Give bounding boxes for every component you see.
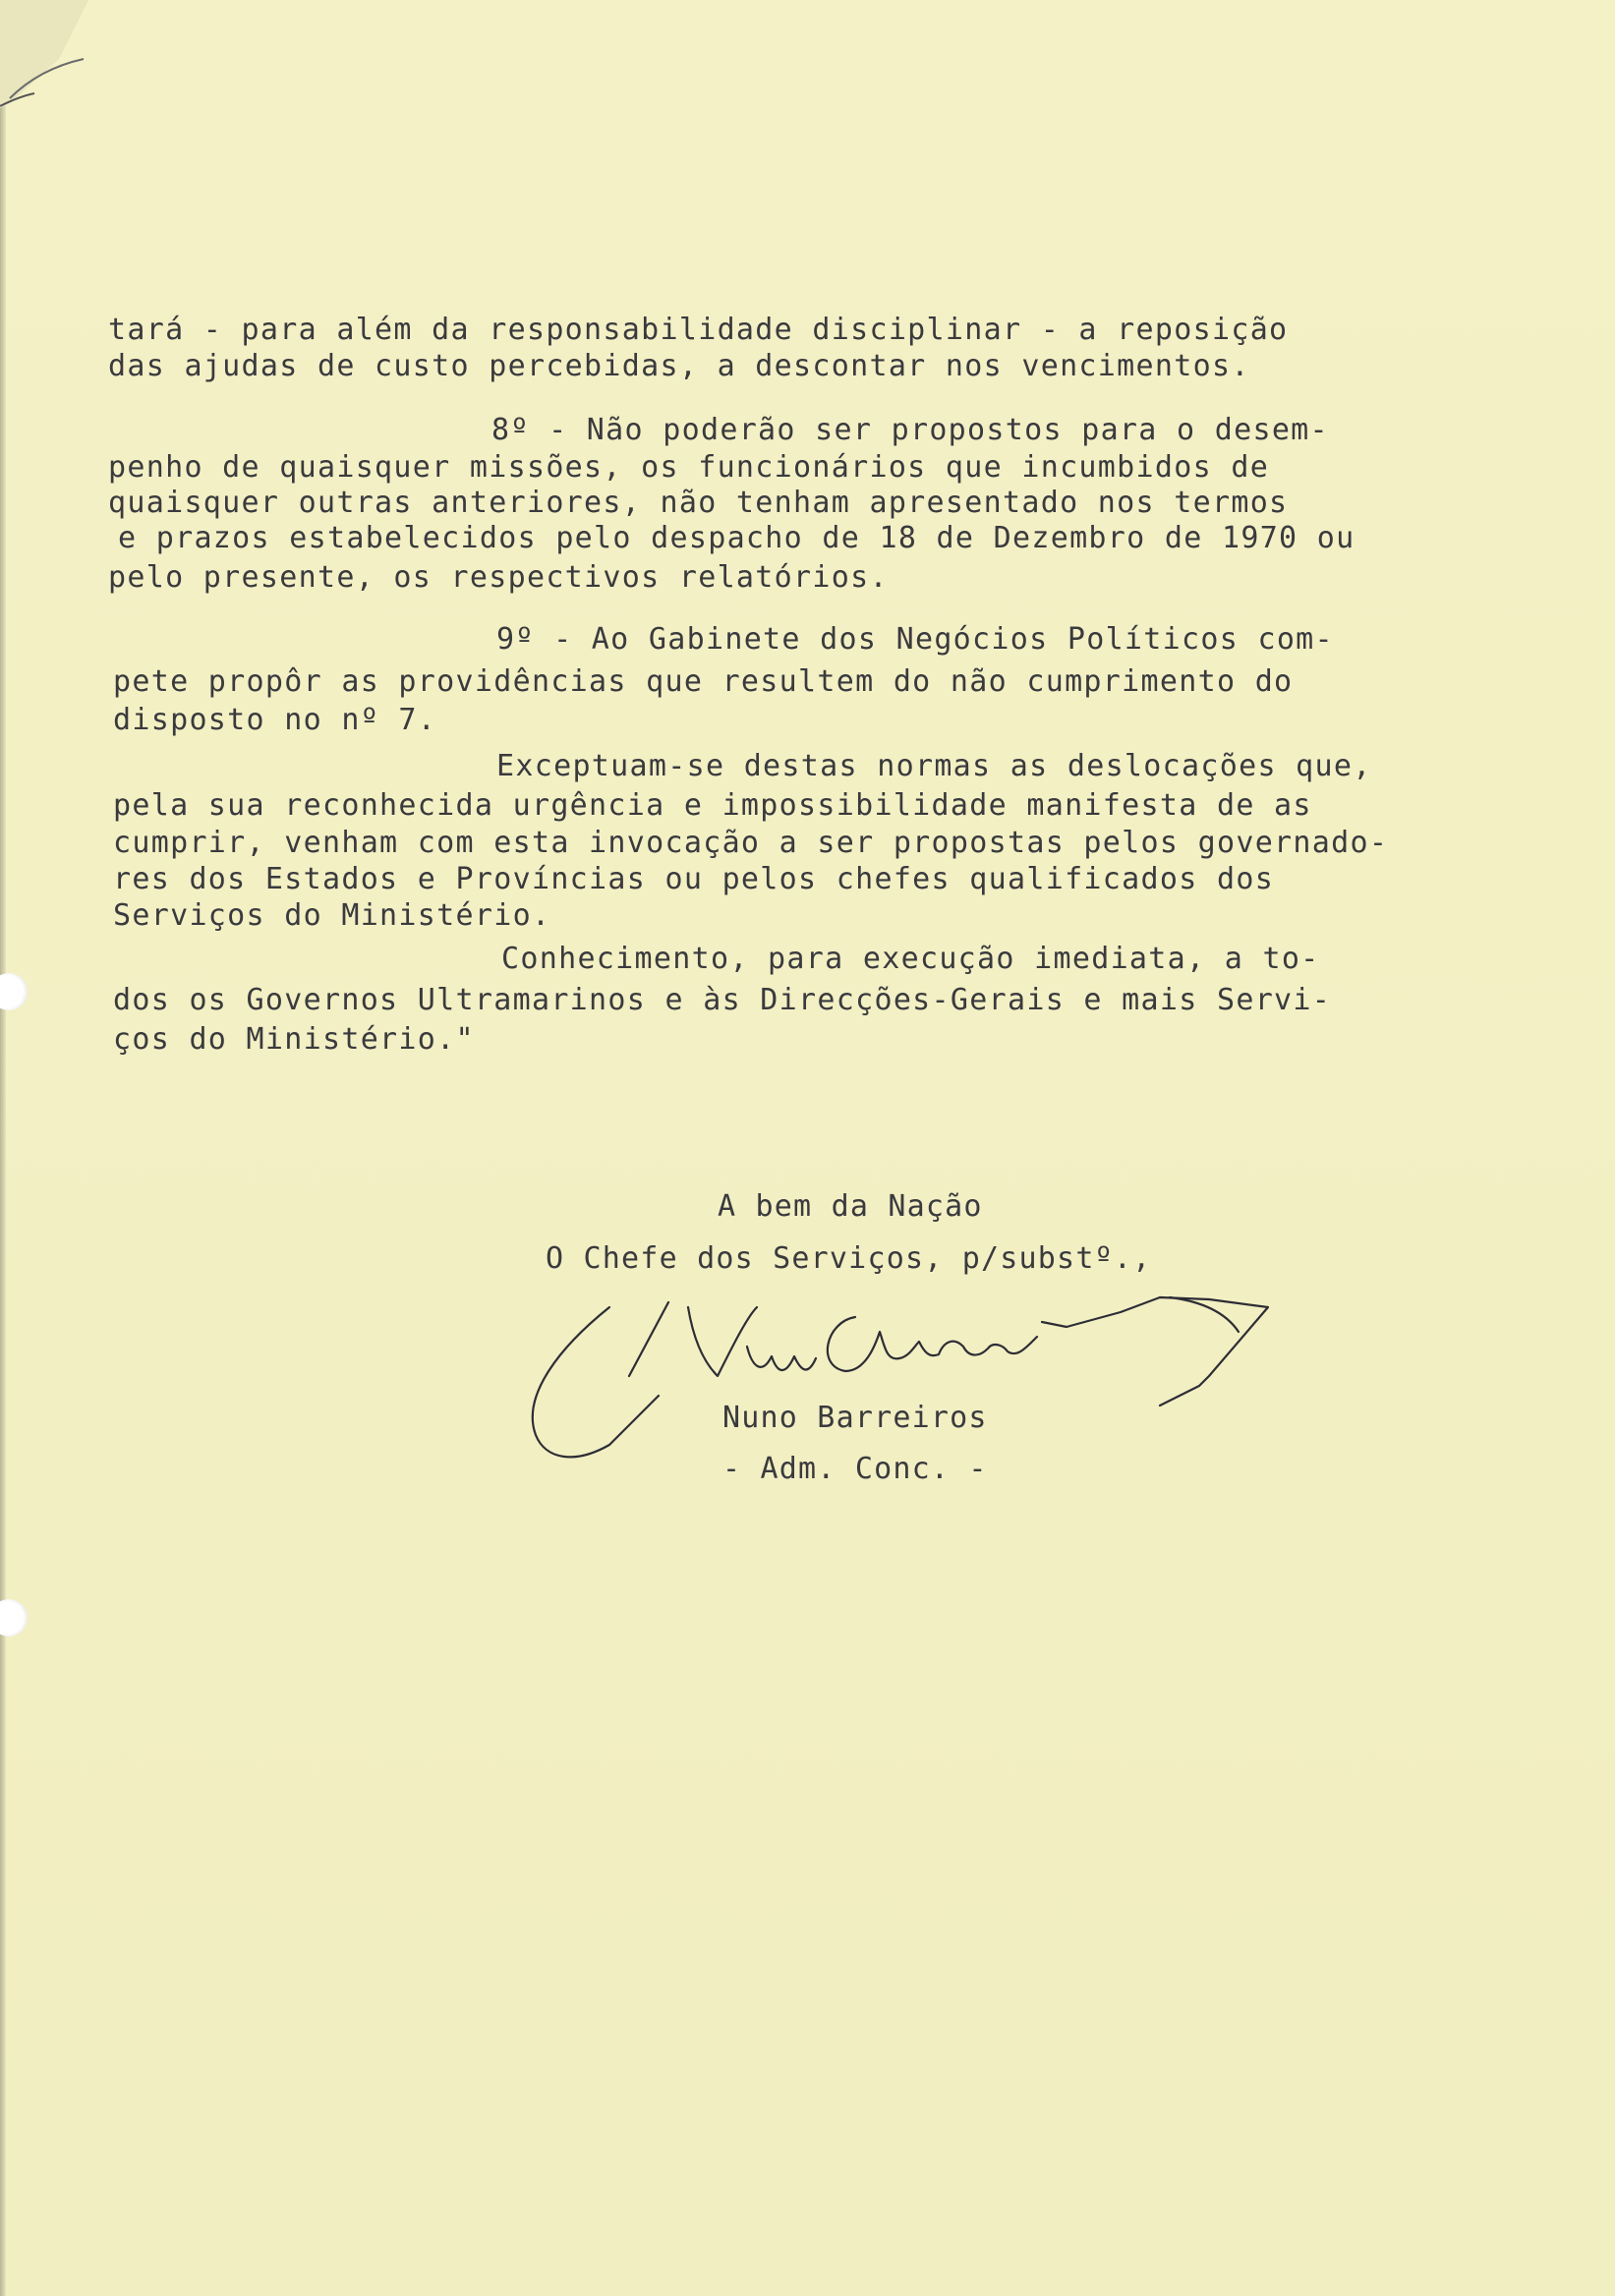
- punch-hole-top: [0, 973, 28, 1010]
- paragraph-1-line-1: tará - para além da responsabilidade disciplinar - a reposição: [108, 313, 1289, 347]
- paragraph-2-line-5: pelo presente, os respectivos relatórios.: [108, 560, 889, 595]
- paragraph-1-line-2: das ajudas de custo percebidas, a descontar nos vencimentos.: [108, 349, 1250, 383]
- signatory-name: Nuno Barreiros: [722, 1401, 988, 1435]
- closing-salutation: A bem da Nação: [718, 1189, 983, 1224]
- handwritten-signature: [521, 1288, 1307, 1474]
- paragraph-4-line-5: Serviços do Ministério.: [113, 898, 551, 933]
- paragraph-5-line-2: dos os Governos Ultramarinos e às Direcções-Gerais e mais Servi-: [113, 983, 1332, 1017]
- paragraph-5-line-1: Conhecimento, para execução imediata, a to-: [501, 942, 1320, 976]
- paragraph-2-line-4: e prazos estabelecidos pelo despacho de 18 de Dezembro de 1970 ou: [118, 521, 1355, 555]
- paragraph-3-line-1: 9º - Ao Gabinete dos Negócios Políticos com-: [496, 622, 1334, 657]
- paragraph-4-line-4: res dos Estados e Províncias ou pelos chefes qualificados dos: [113, 862, 1275, 896]
- paragraph-3-line-3: disposto no nº 7.: [113, 703, 437, 737]
- page-right-edge: [1610, 0, 1615, 2296]
- paragraph-2-line-3: quaisquer outras anteriores, não tenham apresentado nos termos: [108, 486, 1289, 520]
- page-left-edge: [0, 0, 6, 2296]
- paragraph-4-line-2: pela sua reconhecida urgência e impossibilidade manifesta de as: [113, 788, 1312, 823]
- punch-hole-bottom: [0, 1599, 28, 1636]
- folded-corner: [0, 0, 88, 108]
- closing-role: O Chefe dos Serviços, p/substº.,: [546, 1241, 1152, 1276]
- paragraph-4-line-1: Exceptuam-se destas normas as deslocações que,: [496, 749, 1372, 783]
- paragraph-4-line-3: cumprir, venham com esta invocação a ser propostas pelos governado-: [113, 826, 1389, 860]
- paragraph-5-line-3: ços do Ministério.": [113, 1022, 475, 1057]
- paragraph-3-line-2: pete propôr as providências que resultem do não cumprimento do: [113, 664, 1294, 699]
- paragraph-2-line-1: 8º - Não poderão ser propostos para o desem-: [491, 413, 1329, 447]
- signatory-title: - Adm. Conc. -: [722, 1452, 988, 1486]
- paragraph-2-line-2: penho de quaisquer missões, os funcionários que incumbidos de: [108, 450, 1270, 485]
